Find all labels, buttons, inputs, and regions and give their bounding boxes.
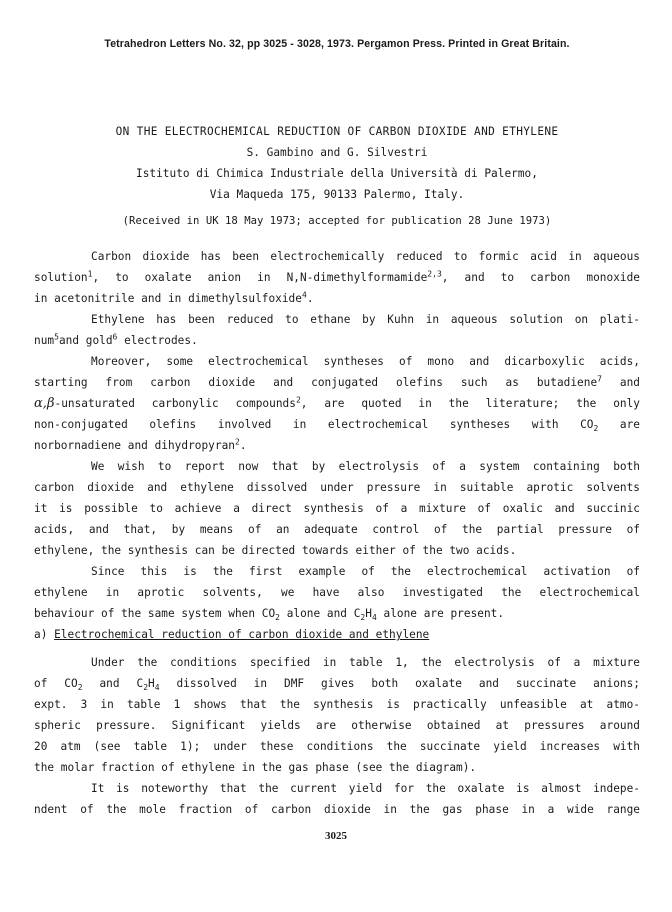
para6-line4: spheric pressure. Significant yields are otherwise obtained at pressures around [34, 719, 640, 732]
text-run: . [306, 292, 314, 305]
para6-line2 [34, 677, 640, 691]
para1-line1: Carbon dioxide has been electrochemically reduced to formic acid in aqueous [91, 250, 640, 263]
subscript: 2 [593, 424, 599, 434]
para3-line2 [34, 376, 640, 390]
text-run: alone are present. [376, 607, 505, 620]
para3-line5 [34, 439, 640, 453]
subscript: 2 [143, 683, 149, 693]
reference-marker: 5 [54, 332, 59, 342]
text-run: , to oxalate anion in N,N-dimethylformamide [92, 271, 428, 284]
para6-line5: 20 atm (see table 1); under these conditions the succinate yield increases with [34, 740, 640, 753]
para3-line1: Moreover, some electrochemical syntheses of mono and dicarboxylic acids, [91, 355, 640, 368]
para2-line1: Ethylene has been reduced to ethane by Kuhn in aqueous solution on plati- [91, 313, 640, 326]
reference-marker: 4 [301, 290, 307, 300]
text-run: -unsaturated carbonylic compounds [54, 397, 296, 410]
text-run: . [239, 439, 247, 452]
para5-line3 [34, 607, 640, 621]
text-run: solution [34, 271, 88, 284]
text-run: , and to carbon monoxide [441, 271, 640, 284]
text-run: and [602, 376, 641, 389]
affiliation-line-1: Istituto di Chimica Industriale della Università di Palermo, [136, 167, 538, 180]
authors: S. Gambino and G. Silvestri [246, 146, 428, 159]
subscript: 4 [154, 683, 160, 693]
paper-title: ON THE ELECTROCHEMICAL REDUCTION OF CARBON DIOXIDE AND ETHYLENE [115, 125, 559, 138]
para3-line4 [34, 418, 640, 432]
affiliation-line-2: Via Maqueda 175, 90133 Palermo, Italy. [209, 188, 465, 201]
text-run: of CO [34, 677, 78, 690]
para4-line3: it is possible to achieve a direct synthesis of a mixture of oxalic and succinic [34, 502, 640, 515]
para4-line4: acids, and that, by means of an adequate control of the partial pressure of [34, 523, 640, 536]
text-run: non-conjugated olefins involved in electrochemical syntheses with CO [34, 418, 594, 431]
text-run: , are quoted in the literature; the only [300, 397, 640, 410]
running-header: Tetrahedron Letters No. 32, pp 3025 - 3028, 1973. Pergamon Press. Printed in Great Britain. [104, 38, 570, 50]
text-run: norbornadiene and dihydropyran [34, 439, 235, 452]
reference-marker: 1 [87, 269, 93, 279]
subscript: 2 [275, 613, 281, 623]
para1-line3 [34, 292, 640, 306]
para4-line1: We wish to report now that by electrolysis of a system containing both [91, 460, 640, 473]
text-run: and gold [58, 334, 113, 347]
para4-line2: carbon dioxide and ethylene dissolved under pressure in suitable aprotic solvents [34, 481, 640, 494]
text-run: and C [82, 677, 144, 690]
subscript: 2 [360, 613, 366, 623]
subscript: 2 [77, 683, 83, 693]
text-run: dissolved in DMF gives both oxalate and succinate anions; [159, 677, 641, 690]
text-run: H [365, 607, 372, 620]
para1-line2 [34, 271, 640, 285]
para7-line2: ndent of the mole fraction of carbon dioxide in the gas phase in a wide range [34, 803, 640, 816]
section-heading-text: Electrochemical reduction of carbon dioxide and ethylene [54, 628, 430, 641]
text-run: behaviour of the same system when CO [34, 607, 276, 620]
text-run: alone and C [280, 607, 361, 620]
para3-line3 [34, 397, 640, 411]
para4-line5: ethylene, the synthesis can be directed towards either of the two acids. [34, 544, 517, 557]
text-run: electrodes. [117, 334, 198, 347]
reference-marker: 7 [597, 374, 602, 384]
para7-line1: It is noteworthy that the current yield for the oxalate is almost indepe- [91, 782, 640, 795]
reference-marker: 2 [234, 437, 240, 447]
greek-letters: α,β [34, 396, 55, 411]
reference-marker: 6 [112, 332, 118, 342]
text-run: num [34, 334, 55, 347]
received-date: (Received in UK 18 May 1973; accepted for publication 28 June 1973) [122, 215, 552, 227]
para6-line1: Under the conditions specified in table 1, the electrolysis of a mixture [91, 656, 640, 669]
text-run: in acetonitrile and in dimethylsulfoxide [34, 292, 302, 305]
page-number: 3025 [325, 830, 347, 842]
text-run: H [148, 677, 155, 690]
section-heading [34, 628, 640, 642]
text-run: are [598, 418, 640, 431]
para6-line6: the molar fraction of ethylene in the gas phase (see the diagram). [34, 761, 477, 774]
subscript: 4 [371, 613, 377, 623]
reference-marker: 2,3 [427, 269, 442, 279]
reference-marker: 2 [295, 395, 301, 405]
para6-line3: expt. 3 in table 1 shows that the synthesis is practically unfeasible at atmo- [34, 698, 640, 711]
para2-line2 [34, 334, 640, 348]
para5-line2: ethylene in aprotic solvents, we have also investigated the electrochemical [34, 586, 640, 599]
text-run: starting from carbon dioxide and conjugated olefins such as butadiene [34, 376, 598, 389]
section-label: a) [34, 628, 55, 641]
para5-line1: Since this is the first example of the electrochemical activation of [91, 565, 640, 578]
